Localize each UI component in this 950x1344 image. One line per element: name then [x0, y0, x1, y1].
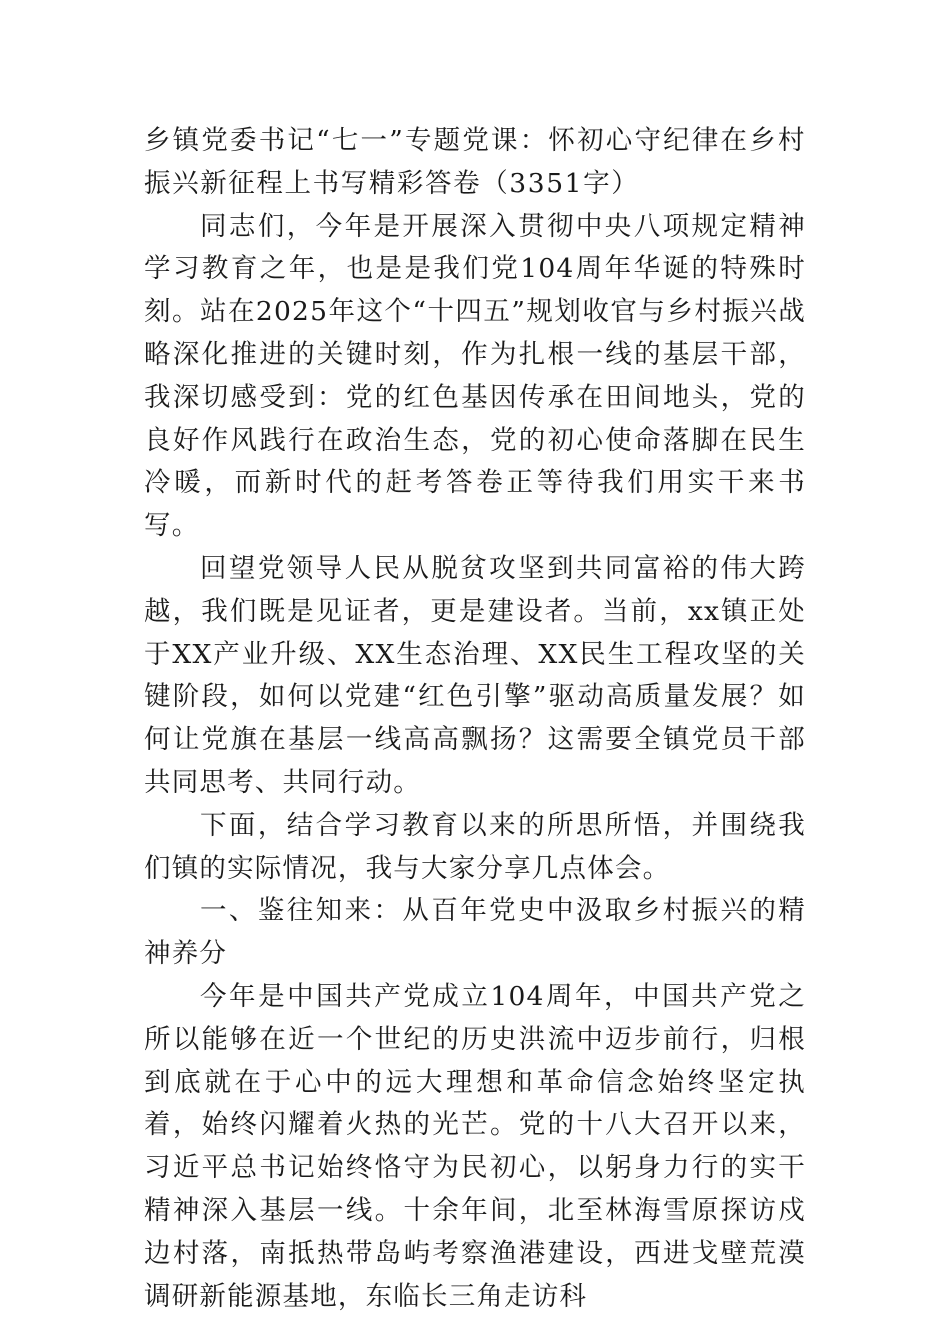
- paragraph-3: 下面，结合学习教育以来的所思所悟，并围绕我们镇的实际情况，我与大家分享几点体会。: [144, 809, 806, 884]
- document-body: [144, 120, 806, 1318]
- document-title: 乡镇党委书记“七一”专题党课：怀初心守纪律在乡村振兴新征程上书写精彩答卷（3351字）: [144, 125, 806, 199]
- section-paragraph-1: 今年是中国共产党成立104周年，中国共产党之所以能够在近一个世纪的历史洪流中迈步前行，归根到底就在于心中的远大理想和革命信念始终坚定执着，始终闪耀着火热的光芒。党的十八大召开以来，习近平总书记始终恪守为民初心，以躬身力行的实干精神深入基层一线。十余年间，北至林海雪原探访戍边村落，南抵热带岛屿考察渔港建设，西进戈壁荒漠调研新能源基地，东临长三角走访科: [144, 980, 806, 1312]
- paragraph-1: 同志们，今年是开展深入贯彻中央八项规定精神学习教育之年，也是是我们党104周年华诞的特殊时刻。站在2025年这个“十四五”规划收官与乡村振兴战略深化推进的关键时刻，作为扎根一线的基层干部，我深切感受到：党的红色基因传承在田间地头，党的良好作风践行在政治生态，党的初心使命落脚在民生冷暖，而新时代的赶考答卷正等待我们用实干来书写。: [144, 210, 806, 542]
- paragraph-2: 回望党领导人民从脱贫攻坚到共同富裕的伟大跨越，我们既是见证者，更是建设者。当前，xx镇正处于XX产业升级、XX生态治理、XX民生工程攻坚的关键阶段，如何以党建“红色引擎”驱动高质量发展？如何让党旗在基层一线高高飘扬？这需要全镇党员干部共同思考、共同行动。: [144, 552, 806, 798]
- section-heading-1: 一、鉴往知来：从百年党史中汲取乡村振兴的精神养分: [144, 895, 806, 970]
